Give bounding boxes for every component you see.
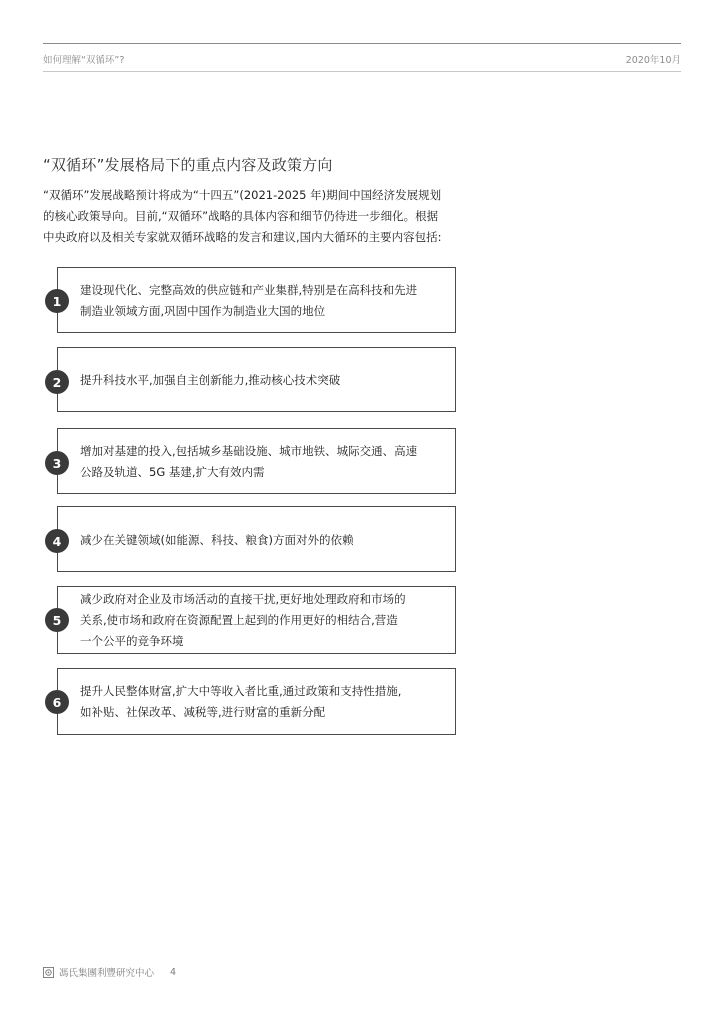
list-item-6 [57,668,456,735]
list-item-3 [57,428,456,494]
section-intro [43,185,483,248]
item-line: 制造业领域方面,巩固中国作为制造业大国的地位 [80,304,326,318]
header-doc-title: 如何理解“双循环”? [43,55,125,66]
org-logo-icon [43,967,54,978]
item-number-badge: 6 [45,690,69,714]
item-line: 如补贴、社保改革、减税等,进行财富的重新分配 [80,705,326,719]
header-top-rule [43,43,681,44]
item-line: 关系,使市场和政府在资源配置上起到的作用更好的相结合,营造 [80,613,398,627]
item-line: 建设现代化、完整高效的供应链和产业集群,特别是在高科技和先进 [80,283,418,297]
header-bottom-rule [43,71,681,72]
item-line: 提升科技水平,加强自主创新能力,推动核心技术突破 [80,373,341,387]
section-title: “双循环”发展格局下的重点内容及政策方向 [43,156,333,174]
item-number-badge: 3 [45,451,69,475]
item-line: 减少政府对企业及市场活动的直接干扰,更好地处理政府和市场的 [80,592,406,606]
page-footer [43,965,176,979]
intro-line: 的核心政策导向。目前,“双循环”战略的具体内容和细节仍待进一步细化。根据 [43,209,439,223]
header-date: 2020年10月 [625,55,681,66]
item-line: 增加对基建的投入,包括城乡基础设施、城市地铁、城际交通、高速 [80,444,418,458]
list-item-2 [57,347,456,412]
item-number-badge: 5 [45,608,69,632]
intro-line: 中央政府以及相关专家就双循环战略的发言和建议,国内大循环的主要内容包括: [43,230,442,244]
item-line: 一个公平的竞争环境 [80,634,184,648]
list-item-5 [57,586,456,654]
item-line: 减少在关键领域(如能源、科技、粮食)方面对外的依赖 [80,533,354,547]
item-line: 提升人民整体财富,扩大中等收入者比重,通过政策和支持性措施, [80,684,402,698]
intro-line: “双循环”发展战略预计将成为“十四五”(2021-2025 年)期间中国经济发展规划 [43,188,442,202]
item-line: 公路及轨道、5G 基建,扩大有效内需 [80,465,265,479]
list-item-1 [57,267,456,333]
item-number-badge: 4 [45,529,69,553]
list-item-4 [57,506,456,572]
item-number-badge: 1 [45,289,69,313]
page-number: 4 [170,966,177,978]
item-number-badge: 2 [45,370,69,394]
footer-org-name: 馮氏集團利豐研究中心 [59,968,155,979]
